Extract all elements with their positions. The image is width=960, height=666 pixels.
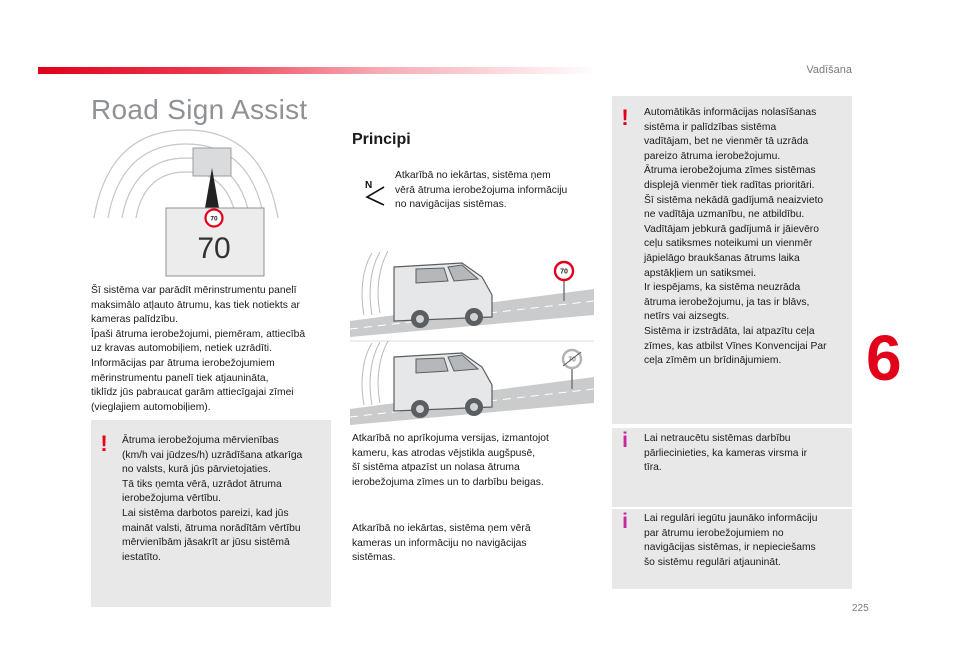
info-camera-text: Lai netraucētu sistēmas darbību pārliecinieties, ka kameras virsma ir tīra. — [644, 433, 808, 474]
end-sign-value: 70 — [568, 356, 576, 364]
navigation-arrow-icon — [364, 177, 388, 207]
camera-paragraph: Atkarībā no aprīkojuma versijas, izmantojot kameru, kas atrodas vējstikla augšpusē, šī sistēma atpazīst un nolasa ātruma ierobežojuma zīmes un to darbību beigas. — [352, 433, 549, 488]
camera-navigation-paragraph: Atkarībā no iekārtas, sistēma ņem vērā kameras un informāciju no navigācijas sistēmas. — [352, 523, 531, 564]
section-label: Vadīšana — [806, 64, 852, 76]
info-icon: i — [622, 510, 628, 533]
principles-heading: Principi — [352, 131, 411, 148]
warning-icon: ! — [100, 431, 108, 456]
nav-info-text: Atkarībā no iekārtas, sistēma ņem vērā ātruma ierobežojuma informāciju no navigācijas sistēmas. — [395, 170, 568, 211]
warning-system-text: Automātikās informācijas nolasīšanas sistēma ir palīdzības sistēma vadītājam, bet ne vienmēr tā uzrāda pareizo ātruma ierobežojumu. Ātruma ierobežojuma zīmes sistēmas displejā vienmēr tiek radītas prioritāri. Šī sistēma nekādā gadījumā neaizvieto ne vadītāja uzmanību, ne atbildību. Vadītājam jebkurā gadījumā ir jāievēro ceļu satiksmes noteikumi un vienmēr jāpielāgo braukšanas ātrums laika apstākļiem un satiksmei. Ir iespējams, ka sistēma neuzrāda ātruma ierobežojumu, ja tas ir blāvs, netīrs vai aizsegts. Sistēma ir izstrādāta, lai atpazītu ceļa zīmes, kas atbilst Vīnes Konvencijai Par ceļa zīmēm un brīdinājumiem. — [644, 107, 827, 367]
page-title: Road Sign Assist — [91, 94, 308, 125]
vehicle-sign-illustration — [350, 249, 594, 429]
info-icon: i — [622, 429, 628, 452]
page-number: 225 — [852, 603, 869, 614]
nav-north-label: N — [365, 180, 373, 191]
instrument-panel-illustration — [86, 118, 286, 280]
info-update-text: Lai regulāri iegūtu jaunāko informāciju par ātrumu ierobežojumiem no navigācijas sistēmas, ir nepieciešams šo sistēmu regulāri atjaunināt. — [644, 513, 818, 568]
header-accent-bar — [38, 67, 598, 74]
warning-units-text: Ātruma ierobežojuma mērvienības (km/h vai jūdzes/h) uzrādīšana atkarīga no valsts, kurā jūs pārvietojaties. Tā tiks ņemta vērā, uzrādot ātruma ierobežojuma vērtību. Lai sistēma darbotos pareizi, kad jūs maināt valsti, ātruma norādītām vērtību mērvienībām jāsakrīt ar jūsu sistēmā iestatīto. — [122, 435, 303, 563]
chapter-number: 6 — [866, 322, 902, 394]
speed-display-value: 70 — [197, 232, 231, 265]
speed-sign-value: 70 — [210, 215, 218, 223]
warning-icon: ! — [621, 105, 629, 130]
road-sign-value: 70 — [560, 268, 568, 276]
intro-text: Šī sistēma var parādīt mērinstrumentu panelī maksimālo atļauto ātrumu, kas tiek notiekts ar kameras palīdzību. Īpaši ātruma ierobežojumi, piemēram, attiecībā uz kravas automobiļiem, netiek uzrādīti. Informācijas par ātruma ierobežojumiem mērinstrumentu panelī tiek atjaunināta, tiklīdz jūs pabraucat garām attiecīgajai zīmei (vieglajiem automobiļiem). — [91, 285, 306, 413]
